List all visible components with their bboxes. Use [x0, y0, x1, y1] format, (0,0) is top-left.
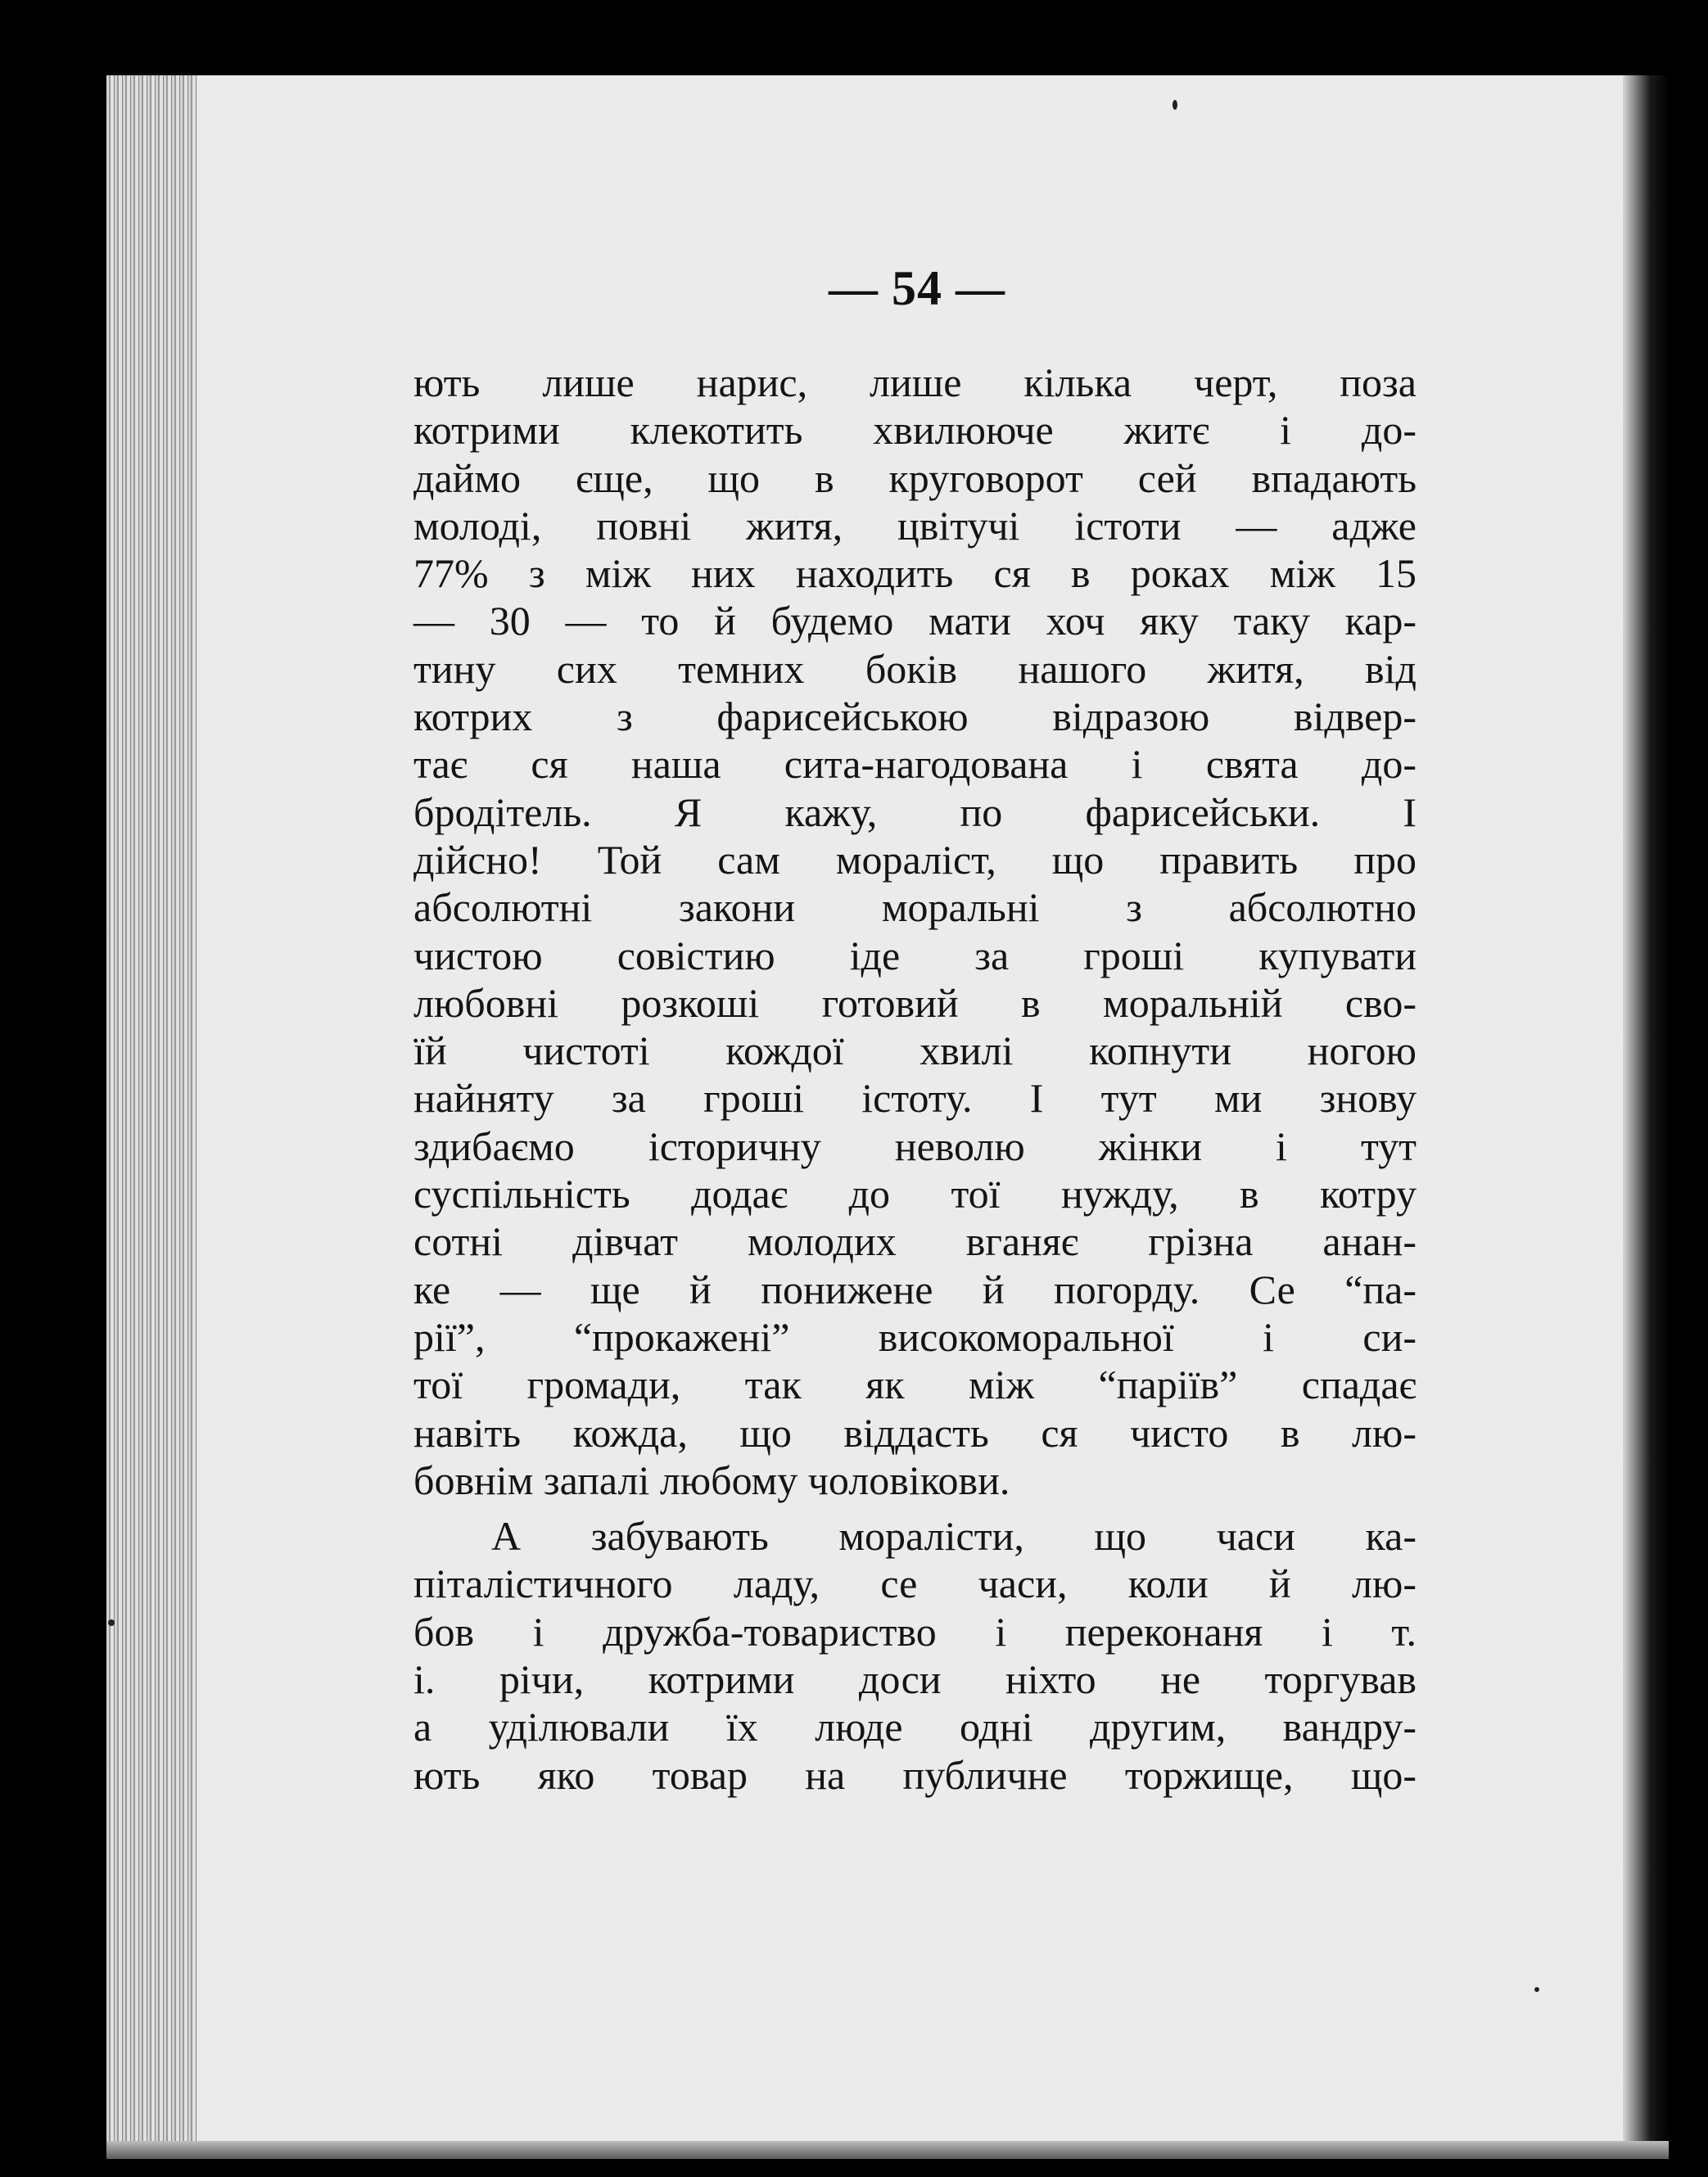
text-line: здибаємо історичну неволю жінки і тут — [413, 1122, 1417, 1169]
text-line: бродітель. Я кажу, по фарисейськи. І — [413, 788, 1417, 835]
text-line: 77% з між них находить ся в роках між 15 — [413, 550, 1417, 597]
text-line: навіть кожда, що віддасть ся чисто в лю- — [413, 1409, 1417, 1456]
text-line: молоді, повні житя, цвітучі істоти — адже — [413, 502, 1417, 549]
text-line: суспільність додає до тої нужду, в котру — [413, 1171, 1417, 1217]
text-line: сотні дівчат молодих вганяє грізна анан- — [413, 1218, 1417, 1265]
text-line: тину сих темних боків нашого житя, від — [413, 645, 1417, 692]
text-line: найняту за гроші істоту. І тут ми знову — [413, 1075, 1417, 1122]
page-number: — 54 — — [829, 261, 1005, 315]
text-line: ють лише нарис, лише кілька черт, поза — [413, 359, 1417, 405]
text-line: А забувають моралісти, що часи ка- — [491, 1513, 1417, 1560]
text-line: чистою совістию іде за гроші купувати — [413, 932, 1417, 978]
print-speck — [1173, 100, 1177, 110]
text-line: піталістичного ладу, се часи, коли й лю- — [413, 1560, 1417, 1607]
print-speck — [1534, 1987, 1539, 1992]
text-line: і. річи, котрими доси ніхто не торгував — [413, 1656, 1417, 1703]
page-stack-edge-left — [106, 75, 197, 2159]
text-line: бовнім запалі любому чоловікови. — [413, 1457, 1010, 1503]
paragraph-gap — [413, 1504, 1417, 1512]
print-speck — [108, 1619, 115, 1626]
text-line: їй чистоті кождої хвилі копнути ногою — [413, 1028, 1417, 1074]
text-line: тає ся наша сита-нагодована і свята до- — [413, 741, 1417, 788]
page-stack-edge-bottom — [106, 2141, 1669, 2159]
text-line: котрими клекотить хвилююче житє і до- — [413, 407, 1417, 454]
text-line: даймо єще, що в круговорот сей впадають — [413, 454, 1417, 501]
text-line: ють яко товар на публичне торжище, що- — [413, 1751, 1417, 1798]
text-line: ке — ще й понижене й погорду. Се “па- — [413, 1266, 1417, 1312]
text-line: — 30 — то й будемо мати хоч яку таку кар- — [413, 598, 1417, 644]
page-shadow-edge-right — [1623, 75, 1669, 2159]
text-line: любовні розкоші готовий в моральній сво- — [413, 979, 1417, 1026]
text-line: а уділювали їх люде одні другим, вандру- — [413, 1704, 1417, 1750]
text-line: тої громади, так як між “паріїв” спадає — [413, 1362, 1417, 1408]
text-line: абсолютні закони моральні з абсолютно — [413, 884, 1417, 931]
text-line: рії”, “прокажені” високоморальної і си- — [413, 1313, 1417, 1360]
text-line: котрих з фарисейською відразою відвер- — [413, 693, 1417, 740]
text-line: дійсно! Той сам мораліст, що править про — [413, 836, 1417, 883]
body-text — [413, 359, 1417, 1799]
text-line: бов і дружба-товариство і переконаня і т. — [413, 1608, 1417, 1655]
